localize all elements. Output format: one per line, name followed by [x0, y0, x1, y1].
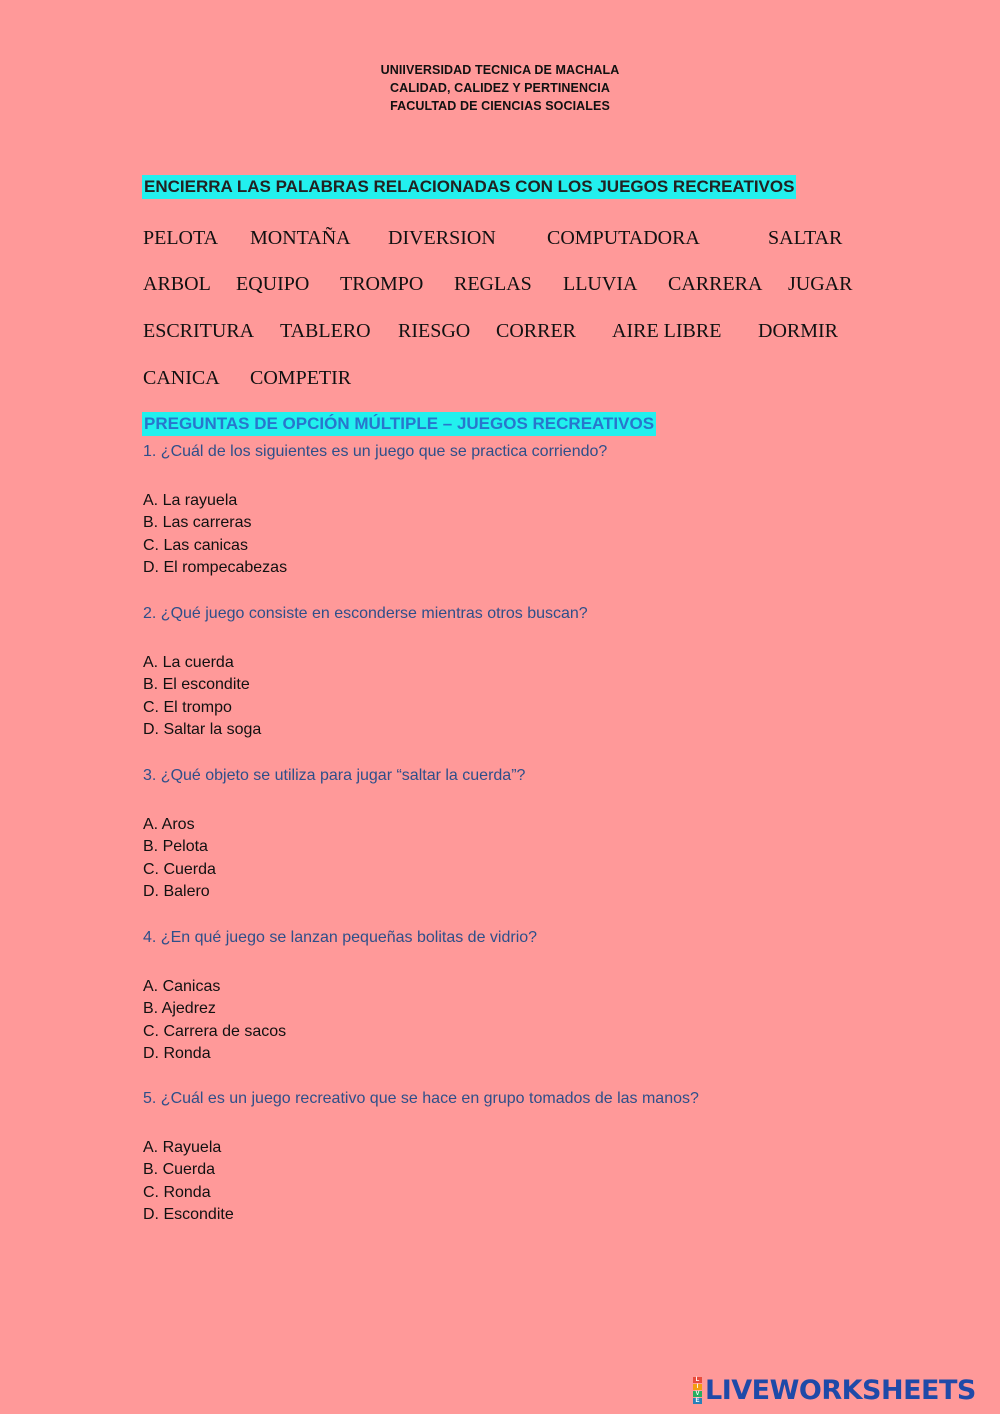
question-text: 2. ¿Qué juego consiste en esconderse mientras otros buscan?: [143, 605, 588, 622]
word-item[interactable]: DORMIR: [758, 320, 839, 342]
answer-option[interactable]: A. Canicas: [143, 977, 221, 995]
university-name: UNIIVERSIDAD TECNICA DE MACHALA: [380, 63, 620, 77]
answer-option[interactable]: C. Ronda: [143, 1183, 211, 1201]
document-header: [0, 61, 1000, 115]
badge-letter: I: [693, 1384, 702, 1390]
word-item[interactable]: ESCRITURA: [143, 320, 255, 342]
question-block-5: [143, 1088, 699, 1227]
liveworksheets-logo: [693, 1374, 976, 1406]
answer-option[interactable]: A. Aros: [143, 815, 195, 833]
word-item[interactable]: PELOTA: [143, 227, 219, 249]
logo-text: LIVEWORKSHEETS: [705, 1374, 976, 1406]
word-item[interactable]: AIRE LIBRE: [612, 320, 722, 342]
answer-option[interactable]: A. La cuerda: [143, 653, 234, 671]
word-item[interactable]: COMPETIR: [250, 367, 352, 389]
word-item[interactable]: DIVERSION: [388, 227, 496, 249]
word-item[interactable]: COMPUTADORA: [547, 227, 700, 249]
answer-option[interactable]: A. Rayuela: [143, 1138, 222, 1156]
answer-option[interactable]: B. Ajedrez: [143, 1000, 216, 1017]
question-text: 1. ¿Cuál de los siguientes es un juego que se practica corriendo?: [143, 443, 608, 460]
answer-option[interactable]: B. Cuerda: [143, 1161, 216, 1178]
word-item[interactable]: ARBOL: [143, 273, 211, 295]
word-item[interactable]: JUGAR: [788, 273, 853, 295]
answer-option[interactable]: D. Escondite: [143, 1206, 234, 1223]
answer-option[interactable]: D. El rompecabezas: [143, 559, 288, 576]
question-block-4: [143, 927, 537, 1066]
answer-option[interactable]: D. Ronda: [143, 1045, 211, 1062]
question-block-2: [143, 603, 588, 742]
answer-option[interactable]: B. El escondite: [143, 676, 250, 693]
motto: CALIDAD, CALIDEZ Y PERTINENCIA: [390, 81, 610, 95]
word-item[interactable]: TABLERO: [280, 320, 371, 342]
answer-option[interactable]: B. Pelota: [143, 838, 208, 855]
multiple-choice-title: PREGUNTAS DE OPCIÓN MÚLTIPLE – JUEGOS RECREATIVOS: [142, 412, 656, 436]
answer-option[interactable]: C. Las canicas: [143, 536, 248, 554]
faculty-name: FACULTAD DE CIENCIAS SOCIALES: [390, 99, 610, 113]
badge-letter: E: [693, 1398, 702, 1404]
answer-option[interactable]: D. Balero: [143, 883, 210, 900]
word-item[interactable]: REGLAS: [454, 273, 532, 295]
answer-option[interactable]: B. Las carreras: [143, 514, 252, 531]
answer-option[interactable]: C. El trompo: [143, 698, 232, 716]
word-item[interactable]: CANICA: [143, 367, 220, 389]
word-item[interactable]: LLUVIA: [563, 273, 638, 295]
question-text: 5. ¿Cuál es un juego recreativo que se hace en grupo tomados de las manos?: [143, 1090, 699, 1107]
word-search-title: ENCIERRA LAS PALABRAS RELACIONADAS CON LOS JUEGOS RECREATIVOS: [142, 175, 796, 199]
question-block-1: [143, 441, 607, 580]
answer-option[interactable]: D. Saltar la soga: [143, 721, 262, 738]
answer-option[interactable]: C. Cuerda: [143, 860, 216, 878]
word-item[interactable]: CORRER: [496, 320, 577, 342]
badge-letter: V: [693, 1391, 702, 1397]
word-item[interactable]: TROMPO: [340, 273, 424, 295]
question-text: 4. ¿En qué juego se lanzan pequeñas bolitas de vidrio?: [143, 929, 538, 946]
logo-badge-icon: [693, 1377, 702, 1404]
word-item[interactable]: MONTAÑA: [250, 227, 351, 249]
answer-option[interactable]: C. Carrera de sacos: [143, 1022, 287, 1040]
word-item[interactable]: EQUIPO: [236, 273, 310, 295]
word-item[interactable]: SALTAR: [768, 227, 843, 249]
answer-option[interactable]: A. La rayuela: [143, 491, 238, 509]
word-item[interactable]: CARRERA: [668, 273, 763, 295]
badge-letter: L: [693, 1377, 702, 1383]
word-item[interactable]: RIESGO: [398, 320, 471, 342]
question-block-3: [143, 765, 525, 904]
question-text: 3. ¿Qué objeto se utiliza para jugar “saltar la cuerda”?: [143, 767, 526, 784]
